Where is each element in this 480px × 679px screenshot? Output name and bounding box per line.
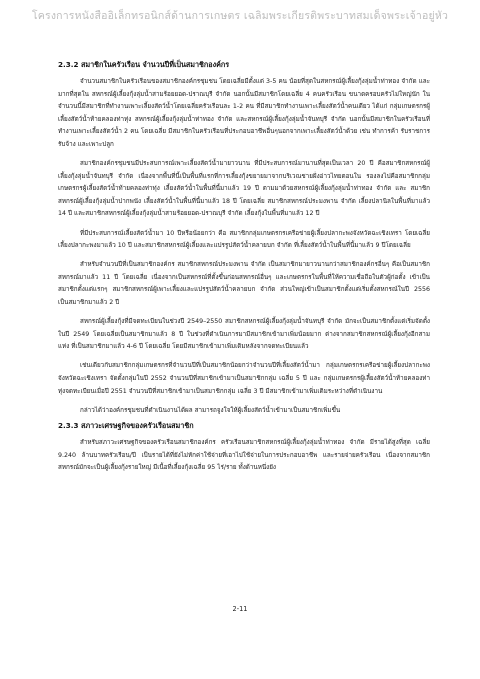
paragraph: กล่าวได้ว่าองค์กรชุมชนที่ดำเนินงานได้ผล สามารถจูงใจให้ผู้เลี้ยงสัตว์น้ำเข้ามาเป็นสมาชิกเพิ่มขึ้น (80, 406, 341, 414)
section-heading: 2.3.3 สภาวะเศรษฐกิจของครัวเรือนสมาชิก (58, 421, 194, 431)
paragraph: จำนวนสมาชิกในครัวเรือนของสมาชิกองค์กรชุมชน โดยเฉลี่ยมีตั้งแต่ 3-5 คน น้อยที่สุดในสหกรณ์ผู้เลี้ยงกุ้งลุ่มน้ำท่าทอง จำกัด และมากที่สุดใน สหกรณ์ผู้เลี้ยงกุ้งลุ่มน้ำสามร้อยยอด-ปราณบุรี จำกัด นอกนั้นมีสมาชิกโดยเฉลี่ย 4 คนครัวเรือน ขนาดครอบครัวไม่ใหญ่นัก ในจำนวนนี้มีสมาชิกที่ทำงานเพาะเลี้ยงสัตว์น้ำโดยเฉลี่ยครัวเรือนละ 1-2 คน ที่มีสมาชิกทำงานเพาะเลี้ยงสัตว์น้ำคนเดียว ได้แก่ กลุ่มเกษตรกรผู้เลี้ยงสัตว์น้ำท้ายคลองท่าทุ่ง สหกรณ์ผู้เลี้ยงกุ้งลุ่มน้ำท่าทอง จำกัด และสหกรณ์ผู้เลี้ยงกุ้งลุ่มน้ำจันทบุรี จำกัด นอกนั้นมีสมาชิกในครัวเรือนที่ทำงานเพาะเลี้ยงสัตว์น้ำ 2 คน โดยเฉลี่ย มีสมาชิกในครัวเรือนที่ประกอบอาชีพอื่นๆนอกจากเพาะเลี้ยงสัตว์น้ำด้วย เช่น ทำการค้า รับราชการ รับจ้าง และเพาะปลูก (58, 78, 430, 148)
page-content (58, 60, 430, 482)
paragraph: สหกรณ์ผู้เลี้ยงกุ้งที่มีจดทะเบียนในช่วงปี 2549–2550 สมาชิกสหกรณ์ผู้เลี้ยงกุ้งลุ่มน้ำจันทบุรี จำกัด มักจะเป็นสมาชิกตั้งแต่เริ่มจัดตั้งในปี 2549 โดยเฉลี่ยเป็นสมาชิกมาแล้ว 8 ปี ในช่วงที่ดำเนินการมามีสมาชิกเข้ามาเพิ่มน้อยมาก ต่างจากสมาชิกสหกรณ์ผู้เลี้ยงกุ้งอีกสามแห่ง ที่เป็นสมาชิกมาแล้ว 4-6 ปี โดยเฉลี่ย โดยมีสมาชิกเข้ามาเพิ่มเติมหลังจากจดทะเบียนแล้ว (58, 318, 430, 351)
header-watermark: โครงการหนังสืออิเล็กทรอนิกส์ด้านการเกษตร เฉลิมพระเกียรติพระบาทสมเด็จพระเจ้าอยู่หัว (31, 10, 449, 22)
paragraph: เช่นเดียวกับสมาชิกกลุ่มเกษตรกรที่จำนวนปีที่เป็นสมาชิกน้อยกว่าจำนวนปีที่เลี้ยงสัตว์น้ำมา กลุ่มเกษตรกรเครือข่ายผู้เลี้ยงปลากะพง จังหวัดฉะเชิงเทรา จัดตั้งกลุ่มในปี 2552 จำนวนปีที่สมาชิกเข้ามาเป็นสมาชิกกลุ่ม เฉลี่ย 5 ปี และ กลุ่มเกษตรกรผู้เลี้ยงสัตว์น้ำท้ายคลองท่าทุ่งจดทะเบียนเมื่อปี 2551 จำนวนปีที่สมาชิกเข้ามาเป็นสมาชิกกลุ่ม เฉลี่ย 3 ปี มีสมาชิกเข้ามาเพิ่มเติมระหว่างที่ดำเนินงาน (58, 362, 430, 395)
paragraph: สำหรับจำนวนปีที่เป็นสมาชิกองค์กร สมาชิกสหกรณ์ประมงพาน จำกัด เป็นสมาชิกมายาวนานกว่าสมาชิกองค์กรอื่นๆ คือเป็นสมาชิกสหกรณ์มาแล้ว 11 ปี โดยเฉลี่ย เนื่องจากเป็นสหกรณ์ที่ตั้งขึ้นก่อนสหกรณ์อื่นๆ และเกษตรกรในพื้นที่ให้ความเชื่อถือในตัวผู้ก่อตั้ง เข้าเป็นสมาชิกตั้งแต่แรกๆ สมาชิกสหกรณ์ผู้เพาะเลี้ยงและแปรรูปสัตว์น้ำคลายบก จำกัด ส่วนใหญ่เข้าเป็นสมาชิกตั้งแต่เริ่มตั้งสหกรณ์ในปี 2556 เป็นสมาชิกมาแล้ว 2 ปี (58, 261, 430, 306)
section-heading: 2.3.2 สมาชิกในครัวเรือน จำนวนปีที่เป็นสมาชิกองค์กร (58, 60, 230, 69)
paragraph: สำหรับสภาวะเศรษฐกิจของครัวเรือนสมาชิกองค์กร ครัวเรือนสมาชิกสหกรณ์ผู้เลี้ยงกุ้งลุ่มน้ำท่าทอง จำกัด มีรายได้สูงที่สุด เฉลี่ย 9.240 ล้านบาทครัวเรือน/ปี เป็นรายได้ที่ยังไม่หักค่าใช้จ่ายที่เอาไปใช้จ่ายในการประกอบอาชีพ และรายจ่ายครัวเรือน เนื่องจากสมาชิกสหกรณ์มักจะเป็นผู้เลี้ยงกุ้งรายใหญ่ มีเนื้อที่เลี้ยงกุ้งเฉลี่ย 95 ไร่/ราย ทั้งด้านหนึ่งยัง (58, 439, 430, 472)
paragraph: ที่มีประสบการณ์เลี้ยงสัตว์น้ำมา 10 ปีหรือน้อยกว่า คือ สมาชิกกลุ่มเกษตรกรเครือข่ายผู้เลี้ยงปลากะพงจังหวัดฉะเชิงเทรา โดยเฉลี่ยเลี้ยงปลากะพงมาแล้ว 10 ปี และสมาชิกสหกรณ์ผู้เลี้ยงและแปรรูปสัตว์น้ำคลายบก จำกัด ที่เลี้ยงสัตว์น้ำในพื้นที่นี้มาแล้ว 9 ปีโดยเฉลี่ย (58, 229, 430, 250)
page-number: 2-11 (232, 605, 248, 613)
paragraph: สมาชิกองค์กรชุมชนมีประสบการณ์เพาะเลี้ยงสัตว์น้ำมายาวนาน ที่มีประสบการณ์มานานที่สุดเป็นเวลา 20 ปี คือสมาชิกสหกรณ์ผู้เลี้ยงกุ้งลุ่มน้ำจันทบุรี จำกัด เนื่องจากพื้นที่นี้เป็นพื้นที่แรกที่การเลี้ยงกุ้งขยายมาจากบริเวณชายฝั่งอ่าวไทยตอนใน รองลงไปคือสมาชิกกลุ่มเกษตรกรผู้เลี้ยงสัตว์น้ำท้ายคลองท่าทุ่ง เลี้ยงสัตว์น้ำในพื้นที่นี้มาแล้ว 19 ปี ตามมาด้วยสหกรณ์ผู้เลี้ยงกุ้งลุ่มน้ำท่าทอง จำกัด และ สมาชิกสหกรณ์ผู้เลี้ยงกุ้งลุ่มน้ำปากพนัง เลี้ยงสัตว์น้ำในพื้นที่นี้มาแล้ว 18 ปี โดยเฉลี่ย สมาชิกสหกรณ์ประมงพาน จำกัด เลี้ยงปลานิลในพื้นที่มาแล้ว 14 ปี และสมาชิกสหกรณ์ผู้เลี้ยงกุ้งลุ่มน้ำสามร้อยยอด-ปราณบุรี จำกัด เลี้ยงกุ้งในพื้นที่มาแล้ว 12 ปี (58, 160, 430, 218)
